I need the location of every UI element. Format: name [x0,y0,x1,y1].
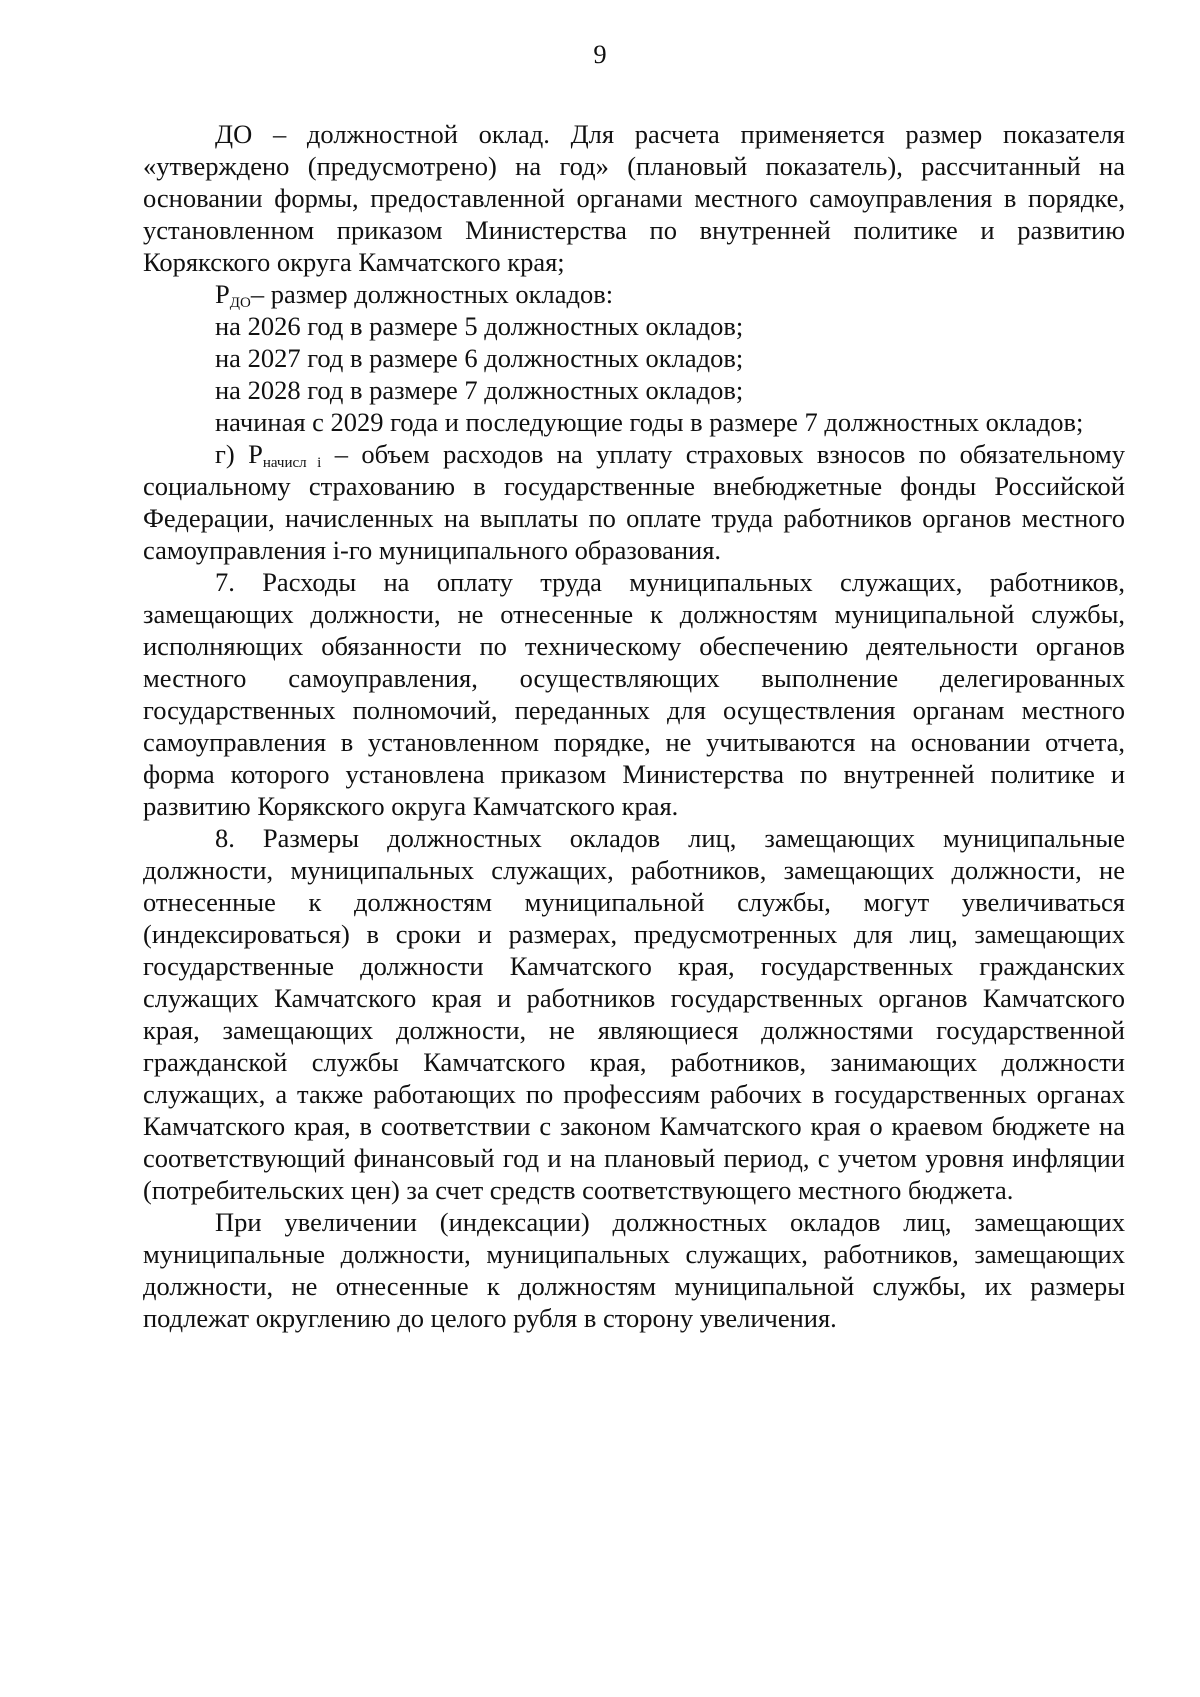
paragraph-item-8: 8. Размеры должностных окладов лиц, замещающих муниципальные должности, муниципальных служащих, работников, замещающих должности, не отнесенные к должностям муниципальной службы, могут увеличиваться (индексироваться) в сроки и размерах, предусмотренных для лиц, замещающих государственные должности Камчатского края, государственных гражданских служащих Камчатского края и работников государственных органов Камчатского края, замещающих должности, не являющиеся должностями государственной гражданской службы Камчатского края, работников, занимающих должности служащих, а также работающих по профессиям рабочих в государственных органах Камчатского края, в соответствии с законом Камчатского края о краевом бюджете на соответствующий финансовый год и на плановый период, с учетом уровня инфляции (потребительских цен) за счет средств соответствующего местного бюджета. [143,823,1125,1205]
rdo-subscript: ДО [229,295,251,311]
paragraph-rdo-definition [143,278,1125,310]
insurance-subscript: начисл i [262,455,322,471]
page-number: 9 [593,39,607,69]
paragraph-item-7: 7. Расходы на оплату труда муниципальных служащих, работников, замещающих должности, не отнесенные к должностям муниципальной службы, исполняющих обязанности по техническому обеспечению деятельности органов местного самоуправления, осуществляющих выполнение делегированных государственных полномочий, переданных для осуществления органам местного самоуправления в установленном порядке, не учитываются на основании отчета, форма которого установлена приказом Министерства по внутренней политике и развитию Корякского округа Камчатского края. [143,567,1125,821]
rdo-symbol: Р [215,279,230,309]
paragraph-do-definition: ДО – должностной оклад. Для расчета применяется размер показателя «утверждено (предусмотрено) на год» (плановый показатель), рассчитанный на основании формы, предоставленной органами местного самоуправления в порядке, установленном приказом Министерства по внутренней политике и развитию Корякского округа Камчатского края; [143,119,1125,277]
paragraph-year-2029: начиная с 2029 года и последующие годы в размере 7 должностных окладов; [215,407,1084,437]
insurance-text: – объем расходов на уплату страховых взносов по обязательному социальному страхованию в государственные внебюджетные фонды Российской Федерации, начисленных на выплаты по оплате труда работников органов местного самоуправления i-го муниципального образования. [143,439,1126,565]
paragraph-year-2027: на 2027 год в размере 6 должностных окладов; [215,343,744,373]
paragraph-rounding: При увеличении (индексации) должностных окладов лиц, замещающих муниципальные должности, муниципальных служащих, работников, замещающих должности, не отнесенные к должностям муниципальной службы, их размеры подлежат округлению до целого рубля в сторону увеличения. [143,1207,1125,1333]
paragraph-insurance-contributions [143,438,1125,566]
insurance-prefix: г) Р [215,439,263,469]
paragraph-year-2028: на 2028 год в размере 7 должностных окладов; [215,375,744,405]
rdo-text: – размер должностных окладов: [250,279,614,309]
paragraph-year-2026: на 2026 год в размере 5 должностных окладов; [215,311,744,341]
document-body [143,118,1125,1334]
